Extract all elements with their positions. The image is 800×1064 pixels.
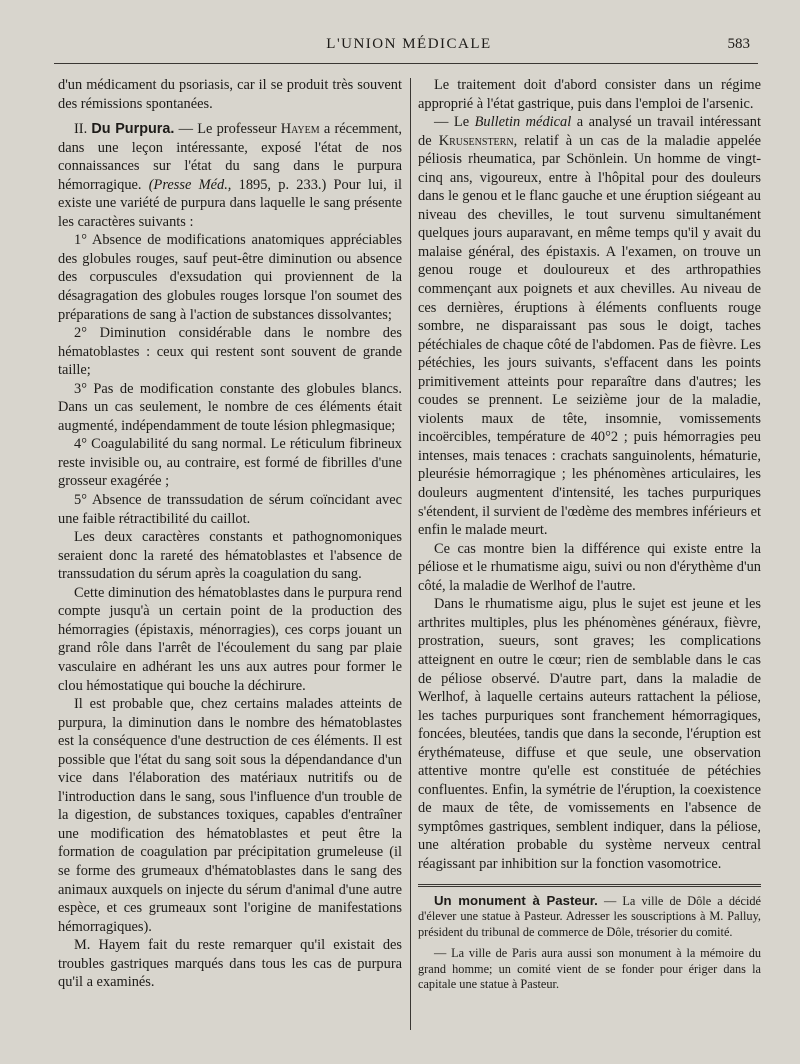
news-paragraph: Un monument à Pasteur. — La ville de Dôle a décidé d'élever une statue à Pasteur. Adresser les souscriptions à M. Palluy, président du tribunal de commerce de Dôle, trésorier du comité.: [418, 892, 761, 939]
author-name: Krusenstern: [438, 132, 514, 149]
header-rule: [54, 63, 758, 64]
list-item: 5° Absence de transsudation de sérum coïncidant avec une faible rétractibilité du caillot.: [58, 492, 402, 527]
paragraph: d'un médicament du psoriasis, car il se produit très souvent des rémissions spontanées.: [58, 77, 402, 112]
list-item: 4° Coagulabilité du sang normal. Le réticulum fibrineux reste invisible ou, au contraire, est formé de fibrilles d'une grosseur exagérée ;: [58, 436, 402, 490]
paragraph: Ce cas montre bien la différence qui existe entre la péliose et le rhumatisme aigu, suivi ou non d'érythème d'un côté, la maladie de Werlhof de l'autre.: [418, 540, 761, 594]
section-purpura-intro: II. Du Purpura. — Le professeur Hayem a récemment, dans une leçon intéressante, exposé l'état de nos connaissances sur l'état du sang dans le purpura hémorragique. (Presse Méd., 1895, p. 233.) Pour lui, il existe une variété de purpura dans laquelle le sang présente les caractères suivants :: [58, 121, 402, 230]
paragraph: Le traitement doit d'abord consister dans un régime approprié à l'état gastrique, puis dans l'emploi de l'arsenic.: [418, 77, 761, 112]
list-item: 2° Diminution considérable dans le nombre des hématoblastes : ceux qui restent sont souvent de grande taille;: [58, 325, 402, 379]
paragraph: Dans le rhumatisme aigu, plus le sujet est jeune et les arthrites multiples, plus les phénomènes généraux, fièvre, prostration, sueurs, sont graves; les complications atteignent en outre le cœur; rien de semblable dans le cas de péliose observé. D'autre part, dans la maladie de Werlhof, à laquelle certains auteurs rattachent la péliose, les taches purpuriques sont franchement hémorragiques, foncées, bleutées, tandis que dans la seconde, l'éruption est érythémateuse, diffuse et que seule, une observation attentive montre qu'elle est constituée de pétéchies confluentes. Enfin, la symétrie de l'éruption, la coexistence de maux de tête, de vomissements en l'absence de symptômes gastriques, semblent indiquer, dans la péliose, une altération probable du système nerveux central réagissant par inhibition sur la fonction vasomotrice.: [418, 596, 761, 872]
list-item: 1° Absence de modifications anatomiques appréciables des globules rouges, sauf peut-être diminution ou absence des corpuscules d'exsudation qui proviennent de la désagragation des globules rouges lorsque l'on soumet des préparations de sang à l'action de substances dissolvantes;: [58, 232, 402, 323]
journal-name: Bulletin médical: [474, 114, 572, 131]
paragraph: Il est probable que, chez certains malades atteints de purpura, la diminution dans le nombre des hématoblastes est la conséquence d'une destruction de ces éléments. Il est possible que l'état du sang soit sous la dépendandance d'un vice dans l'élaboration des matériaux nutritifs ou de l'introduction dans le sang, sous l'influence d'un trouble de la digestion, de substances toxiques, capables d'entraîner une modification des hématoblastes et peut être la formation de coagulation par précipitation grumeleuse (il se forme des grumeaux d'hématoblastes dans le sang des animaux auxquels on injecte du sérum d'animal d'une autre espèce, et ces grumeaux sont l'origine de manifestations hémorragiques).: [58, 696, 402, 935]
paragraph: M. Hayem fait du reste remarquer qu'il existait des troubles gastriques marqués dans tous les cas de purpura qu'il a examinés.: [58, 937, 402, 991]
running-title: L'UNION MÉDICALE: [326, 36, 492, 52]
paragraph: Les deux caractères constants et pathognomoniques seraient donc la rareté des hématoblastes et l'absence de transsudation du sérum après la coagulation du sang.: [58, 529, 402, 583]
page-header: [58, 32, 760, 58]
left-column: [58, 76, 402, 992]
right-column: [418, 76, 761, 993]
list-item: 3° Pas de modification constante des globules blancs. Dans un cas seulement, le nombre de ces éléments était augmenté, indépendamment de toute lésion phlegmasique;: [58, 380, 402, 434]
section-title: Du Purpura.: [91, 121, 175, 138]
news-paragraph: — La ville de Paris aura aussi son monument à la mémoire du grand homme; un comité vient de se fonder pour ériger dans la capitale une statue à Pasteur.: [418, 946, 761, 992]
news-title: Un monument à Pasteur.: [434, 892, 598, 908]
paragraph: Cette diminution des hématoblastes dans le purpura rend compte jusqu'à un certain point de la production des hémorragies (épistaxis, ménorragies), ces corps jouant un grand rôle dans l'arrêt de l'écoulement du sang par plaie vasculaire en adhérant les uns aux autres pour former le clou hémostatique qui bouche la déchirure.: [58, 584, 402, 694]
paragraph-pelioses-case: — Le Bulletin médical a analysé un travail intéressant de Krusenstern, relatif à un cas de la maladie appelée péliosis rheumatica, par Schönlein. Un homme de vingt-cinq ans, vigoureux, entre à l'hôpital pour des douleurs dans le genou et le flanc gauche et une éruption siégeant au niveau des chevilles, le tout survenu simultanément quelques jours auparavant, en même temps qu'il y avait du malaise général, des épistaxis. A l'examen, on trouve un genou rouge et douloureux et des arthropathies commençant aux poignets et aux chevilles. Au niveau de ces dernières, éruptions à éléments confluents rouge sombre, ne disparaissant pas sous le doigt, taches pétéchiales de chaque côté de l'abdomen. Pas de fièvre. Les pétéchies, les jours suivants, s'effacent dans les points primitivement atteints pour reparaître dans d'autres; les coudes se prennent. Le seizième jour de la maladie, violents maux de tête, insomnie, vomissements incoërcibles, température de 40°2 ; puis hémorragies peu intenses, mais tenaces : crachats sanguinolents, hématurie, pleurésie hémorragique ; les phénomènes articulaires, les douleurs augmentent d'intensité, les taches purpuriques s'étendent, il survient de l'œdème des membres inférieurs et enfin le malade meurt.: [418, 114, 761, 539]
section-number: II.: [74, 121, 88, 138]
news-item: [418, 893, 761, 994]
citation: (Presse Méd.,: [148, 176, 232, 193]
page-number: 583: [727, 36, 750, 52]
news-separator-rule: [418, 884, 761, 887]
author-name: Hayem: [280, 121, 320, 138]
column-rule: [410, 78, 411, 1030]
